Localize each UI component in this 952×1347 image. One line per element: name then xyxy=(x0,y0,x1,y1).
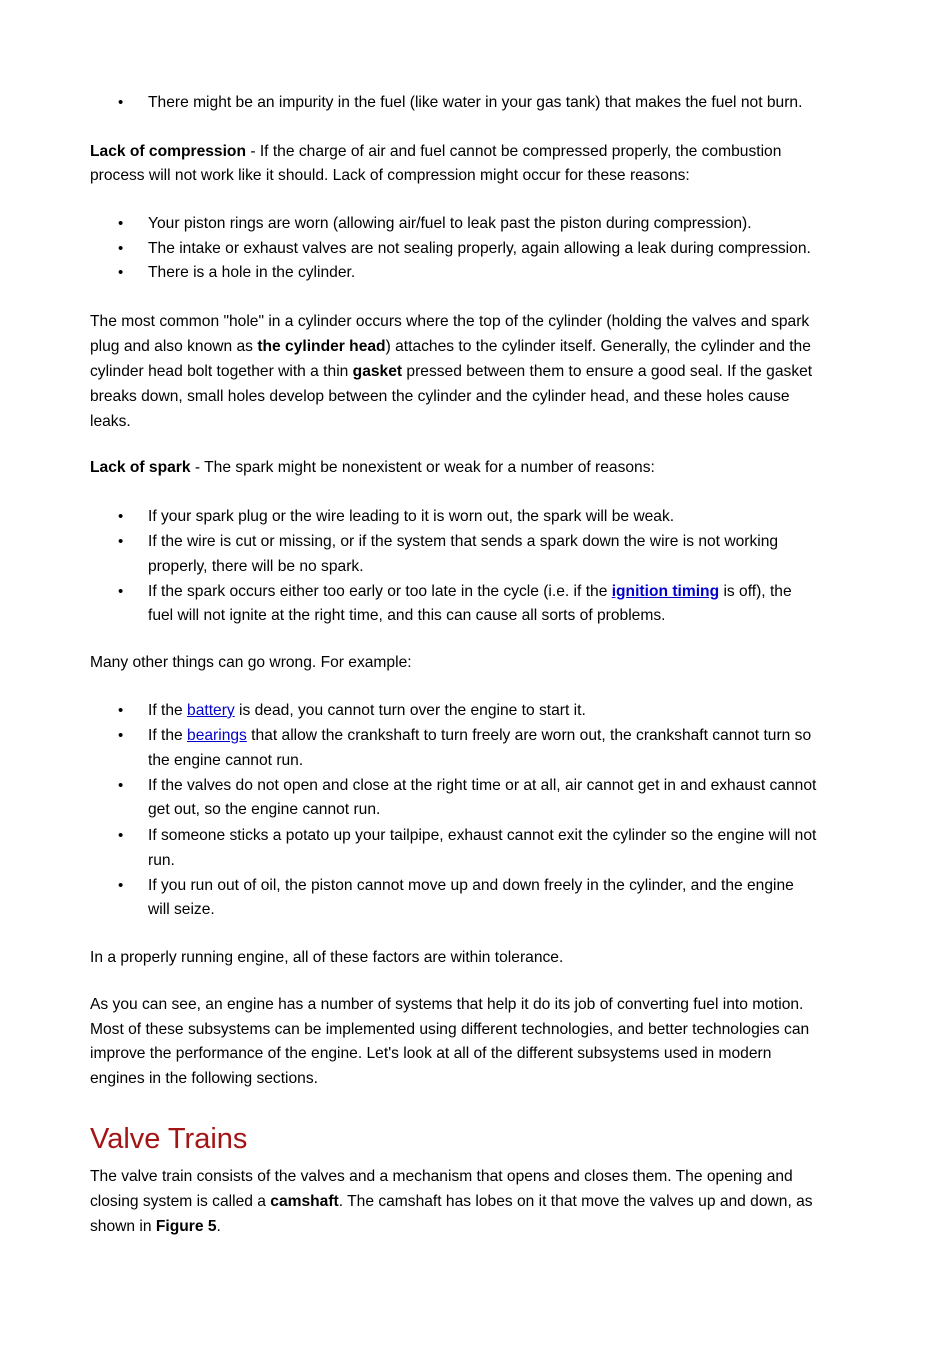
list-item: If your spark plug or the wire leading to it is worn out, the spark will be weak. xyxy=(148,508,675,525)
other-intro: Many other things can go wrong. For example: xyxy=(90,654,412,671)
list-item-continuation: will seize. xyxy=(148,901,215,918)
hole-paragraph-line-1: The most common "hole" in a cylinder occurs where the top of the cylinder (holding the valves and spark xyxy=(90,313,810,330)
bullet-marker: • xyxy=(118,240,124,257)
text-run: pressed between them to ensure a good seal. If the gasket xyxy=(402,363,813,380)
bullet-marker: • xyxy=(118,877,124,894)
bullet-marker: • xyxy=(118,264,124,281)
hole-paragraph-line-2 xyxy=(90,337,811,357)
valve-trains-line-3 xyxy=(90,1217,221,1237)
hole-paragraph-line-3 xyxy=(90,362,812,382)
bullet-marker: • xyxy=(118,727,124,744)
bullet-marker: • xyxy=(118,508,124,525)
cylinder-head-term: the cylinder head xyxy=(257,338,386,355)
gasket-term: gasket xyxy=(352,363,403,380)
hole-paragraph-line-4: breaks down, small holes develop between the cylinder and the cylinder head, and these holes cause xyxy=(90,388,790,405)
spark-intro-text: - The spark might be nonexistent or weak for a number of reasons: xyxy=(190,459,655,476)
bullet-marker: • xyxy=(118,533,124,550)
list-item-continuation: get out, so the engine cannot run. xyxy=(148,801,381,818)
list-item: Your piston rings are worn (allowing air/fuel to leak past the piston during compression). xyxy=(148,215,752,232)
text-run: ) attaches to the cylinder itself. Generally, the cylinder and the xyxy=(385,338,811,355)
systems-paragraph-line-4: engines in the following sections. xyxy=(90,1070,318,1087)
systems-paragraph-line-3: improve the performance of the engine. Let's look at all of the different subsystems used in modern xyxy=(90,1045,772,1062)
text-run: If the xyxy=(148,702,188,719)
figure-reference: Figure 5 xyxy=(155,1218,217,1235)
ignition-timing-link[interactable]: ignition timing xyxy=(611,583,720,600)
bullet-marker: • xyxy=(118,827,124,844)
bullet-marker: • xyxy=(118,777,124,794)
list-item-continuation: the engine cannot run. xyxy=(148,752,304,769)
text-run: closing system is called a xyxy=(90,1193,271,1210)
text-run: . The camshaft has lobes on it that move the valves up and down, as xyxy=(338,1193,813,1210)
bullet-marker: • xyxy=(118,583,124,600)
text-run: that allow the crankshaft to turn freely are worn out, the crankshaft cannot turn so xyxy=(246,727,812,744)
list-item: The intake or exhaust valves are not sealing properly, again allowing a leak during compression. xyxy=(148,240,811,257)
list-item-continuation: properly, there will be no spark. xyxy=(148,558,364,575)
text-run: If the spark occurs either too early or too late in the cycle (i.e. if the xyxy=(148,583,612,600)
bearings-link[interactable]: bearings xyxy=(187,727,247,744)
bullet-marker: • xyxy=(118,215,124,232)
list-item-continuation: fuel will not ignite at the right time, and this can cause all sorts of problems. xyxy=(148,607,666,624)
battery-link[interactable]: battery xyxy=(187,702,235,719)
camshaft-term: camshaft xyxy=(270,1193,339,1210)
text-run: If the xyxy=(148,727,188,744)
list-item xyxy=(148,701,586,721)
compression-label: Lack of compression xyxy=(90,143,246,160)
list-item: If you run out of oil, the piston cannot move up and down freely in the cylinder, and the engine xyxy=(148,877,794,894)
hole-paragraph-line-5: leaks. xyxy=(90,413,131,430)
text-run: cylinder head bolt together with a thin xyxy=(90,363,353,380)
list-item: If someone sticks a potato up your tailpipe, exhaust cannot exit the cylinder so the engine will not xyxy=(148,827,817,844)
valve-trains-line-1: The valve train consists of the valves and a mechanism that opens and closes them. The opening and xyxy=(90,1168,793,1185)
text-run: . xyxy=(216,1218,221,1235)
list-item: If the wire is cut or missing, or if the system that sends a spark down the wire is not working xyxy=(148,533,779,550)
list-item-impurity: There might be an impurity in the fuel (like water in your gas tank) that makes the fuel not burn. xyxy=(148,94,803,111)
compression-paragraph-line-1 xyxy=(90,142,781,162)
list-item xyxy=(148,726,811,746)
list-item xyxy=(148,582,792,602)
compression-intro-text: - If the charge of air and fuel cannot be compressed properly, the combustion xyxy=(245,143,782,160)
tolerance-paragraph: In a properly running engine, all of these factors are within tolerance. xyxy=(90,949,564,966)
valve-trains-line-2 xyxy=(90,1192,813,1212)
systems-paragraph-line-1: As you can see, an engine has a number of systems that help it do its job of converting fuel into motion. xyxy=(90,996,804,1013)
list-item: If the valves do not open and close at the right time or at all, air cannot get in and exhaust cannot xyxy=(148,777,817,794)
list-item: There is a hole in the cylinder. xyxy=(148,264,356,281)
text-run: shown in xyxy=(90,1218,156,1235)
text-run: is dead, you cannot turn over the engine to start it. xyxy=(234,702,586,719)
text-run: plug and also known as xyxy=(90,338,258,355)
compression-paragraph-line-2: process will not work like it should. Lack of compression might occur for these reasons: xyxy=(90,167,690,184)
list-item-continuation: run. xyxy=(148,852,175,869)
text-run: is off), the xyxy=(719,583,792,600)
spark-label: Lack of spark xyxy=(90,459,191,476)
systems-paragraph-line-2: Most of these subsystems can be implemented using different technologies, and better technologies can xyxy=(90,1021,810,1038)
spark-paragraph xyxy=(90,458,655,478)
bullet-marker: • xyxy=(118,94,124,111)
bullet-marker: • xyxy=(118,702,124,719)
section-heading-valve-trains: Valve Trains xyxy=(90,1123,248,1155)
